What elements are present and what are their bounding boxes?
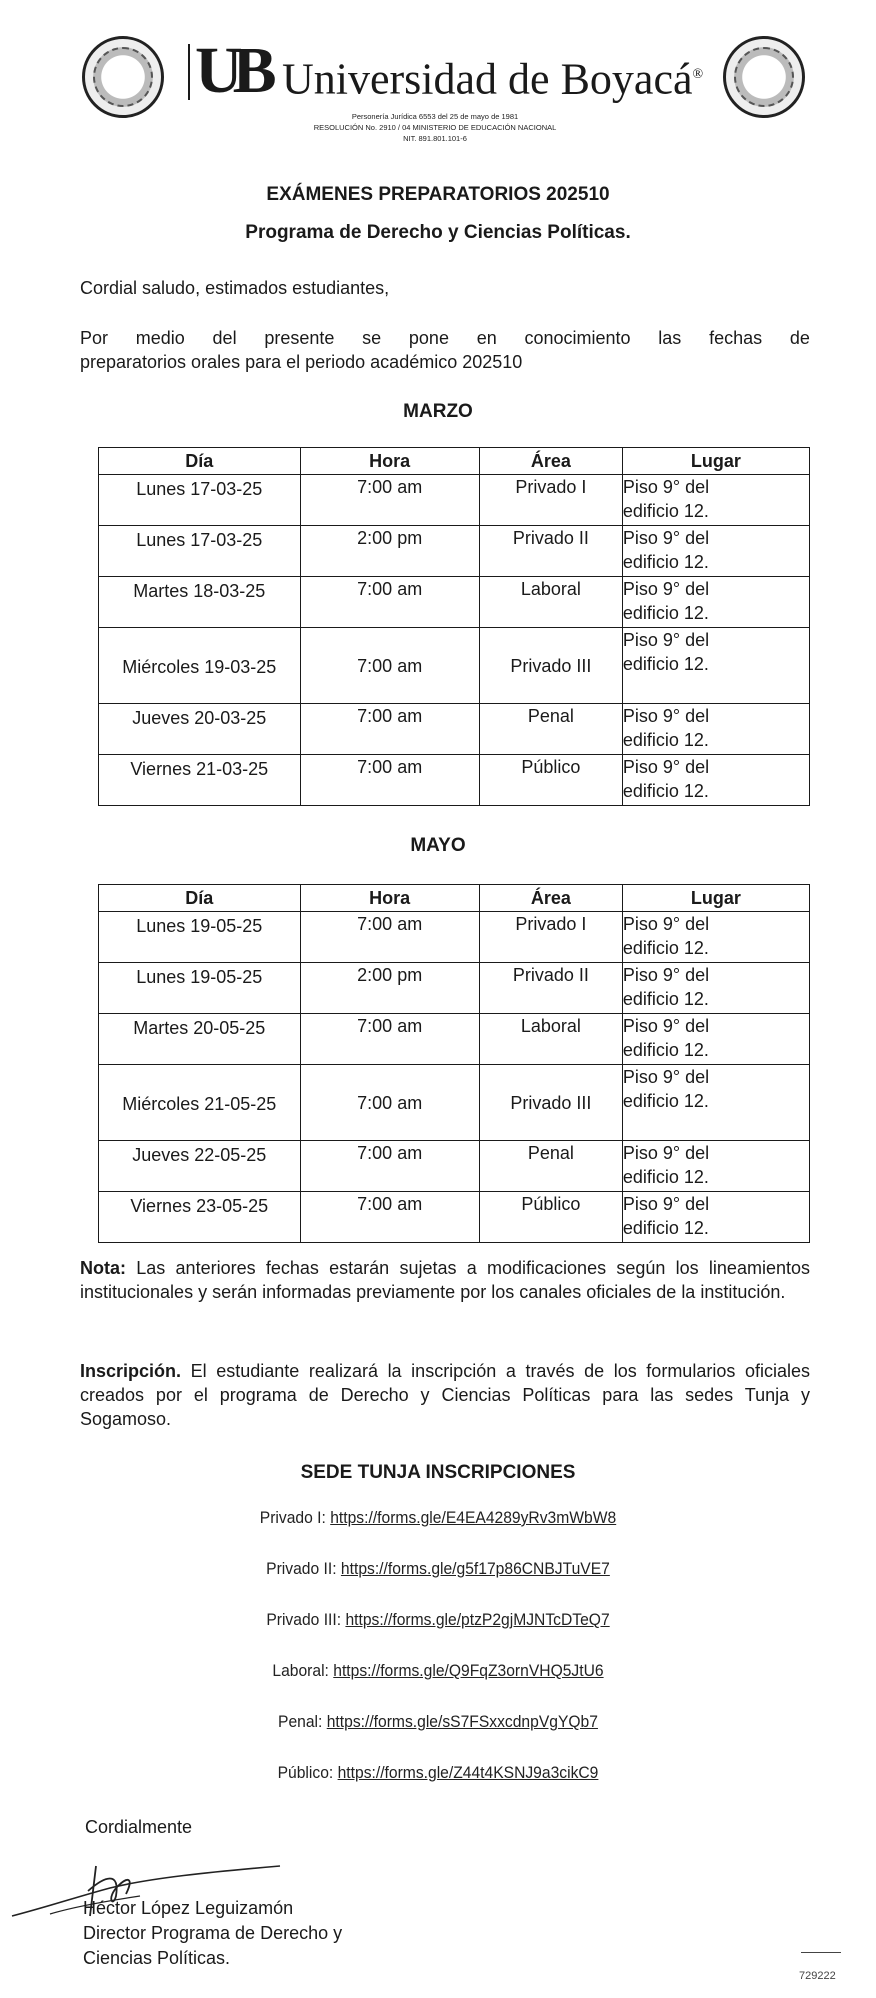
- intro-word: del: [212, 328, 237, 348]
- registration-link-row: [35, 1559, 841, 1610]
- cell-hora-text: 7:00 am: [357, 477, 423, 497]
- cell-dia: [99, 1014, 301, 1065]
- signer-block: [83, 1896, 342, 1971]
- registration-link-label: Penal:: [278, 1712, 323, 1731]
- legal-line-2: RESOLUCIÓN No. 2910 / 04 MINISTERIO DE EDUCACIÓN NACIONAL: [313, 123, 557, 132]
- cell-dia-text: Martes 18-03-25: [133, 581, 266, 601]
- cell-hora-text: 7:00 am: [357, 1194, 423, 1214]
- month-heading-mayo: MAYO: [410, 835, 466, 856]
- month-heading-marzo: MARZO: [403, 401, 473, 422]
- cell-area-text: Privado III: [510, 1092, 592, 1113]
- schedule-table-mayo: [98, 884, 810, 1243]
- cell-area-text: Penal: [527, 706, 574, 726]
- cell-dia-text: Viernes 23-05-25: [130, 1196, 269, 1216]
- cell-dia-text: Miércoles 21-05-25: [122, 1093, 277, 1114]
- registration-link-url[interactable]: https://forms.gle/E4EA4289yRv3mWbW8: [330, 1508, 617, 1527]
- cell-hora: [300, 577, 479, 628]
- registration-link-label: Privado III:: [266, 1610, 342, 1629]
- footer-line: [801, 1952, 841, 1953]
- registration-link-row: [35, 1763, 841, 1814]
- column-header-lugar: Lugar: [622, 448, 809, 475]
- cell-area: [479, 1014, 622, 1065]
- cell-dia: [99, 963, 301, 1014]
- registration-link-url[interactable]: https://forms.gle/Q9FqZ3ornVHQ5JtU6: [333, 1661, 604, 1680]
- table-row: [99, 963, 810, 1014]
- registration-link-url[interactable]: https://forms.gle/ptzP2gjMJNTcDTeQ7: [345, 1610, 610, 1629]
- cell-lugar-text: Piso 9° del edificio 12.: [622, 757, 710, 801]
- cell-lugar: [622, 1192, 809, 1243]
- cell-hora-text: 7:00 am: [357, 655, 423, 676]
- schedule-table-marzo: [98, 447, 810, 806]
- cell-hora-text: 7:00 am: [357, 706, 423, 726]
- intro-word: Por: [80, 328, 109, 348]
- nota-text: Las anteriores fechas estarán sujetas a modificaciones según los lineamientos institucionales y serán informadas previamente por los canales oficiales de la institución.: [80, 1258, 810, 1302]
- cell-hora-text: 7:00 am: [357, 579, 423, 599]
- cell-area: [479, 963, 622, 1014]
- registration-links: [0, 1508, 876, 1814]
- cell-dia-text: Jueves 22-05-25: [132, 1145, 267, 1165]
- intro-paragraph: [80, 326, 810, 374]
- university-name: Universidad de Boyacá®: [282, 54, 704, 104]
- column-header-lugar: Lugar: [622, 885, 809, 912]
- cell-area-text: Privado II: [512, 965, 589, 985]
- cell-hora: [300, 1141, 479, 1192]
- cell-hora: [300, 1065, 479, 1141]
- cell-dia: [99, 475, 301, 526]
- cell-dia-text: Jueves 20-03-25: [132, 708, 267, 728]
- cell-lugar: [622, 912, 809, 963]
- cell-lugar-text: Piso 9° del edificio 12.: [622, 477, 710, 521]
- table-row: [99, 912, 810, 963]
- document-title: EXÁMENES PREPARATORIOS 202510: [266, 184, 610, 205]
- logo-divider: [188, 44, 190, 100]
- cell-area-text: Laboral: [520, 1016, 581, 1036]
- cell-lugar: [622, 704, 809, 755]
- inscripcion-paragraph: [80, 1359, 810, 1431]
- university-legal-info: [285, 111, 585, 144]
- cell-lugar: [622, 755, 809, 806]
- cell-hora: [300, 704, 479, 755]
- cell-area-text: Penal: [527, 1143, 574, 1163]
- intro-line-1: [80, 326, 810, 350]
- table-row: [99, 1014, 810, 1065]
- cell-hora-text: 7:00 am: [357, 1143, 423, 1163]
- table-row: [99, 1141, 810, 1192]
- cell-lugar-text: Piso 9° del edificio 12.: [622, 1143, 710, 1187]
- intro-word: presente: [264, 328, 335, 348]
- registration-link-row: [35, 1661, 841, 1712]
- intro-word: medio: [135, 328, 185, 348]
- accreditation-seal-icon: [82, 36, 164, 118]
- cell-dia: [99, 1141, 301, 1192]
- cell-area-text: Privado II: [512, 528, 589, 548]
- cell-lugar: [622, 1141, 809, 1192]
- cell-dia: [99, 577, 301, 628]
- international-accreditation-seal-icon: [723, 36, 805, 118]
- cell-area-text: Público: [521, 1194, 581, 1214]
- cell-hora-text: 7:00 am: [357, 914, 423, 934]
- table-row: [99, 628, 810, 704]
- legal-line-1: Personería Jurídica 6553 del 25 de mayo de 1981: [351, 112, 519, 121]
- cell-hora: [300, 526, 479, 577]
- table-header-row: [99, 885, 810, 912]
- cell-dia: [99, 755, 301, 806]
- legal-line-3: NIT. 891.801.101-6: [403, 134, 467, 143]
- cell-lugar-text: Piso 9° del edificio 12.: [622, 1194, 710, 1238]
- table-row: [99, 577, 810, 628]
- cell-dia: [99, 912, 301, 963]
- nota-label: Nota:: [80, 1258, 126, 1278]
- cell-hora-text: 7:00 am: [357, 1016, 423, 1036]
- intro-word: pone: [408, 328, 449, 348]
- intro-word: fechas: [709, 328, 763, 348]
- table-row: [99, 475, 810, 526]
- registration-link-url[interactable]: https://forms.gle/sS7FSxxcdnpVgYQb7: [326, 1712, 598, 1731]
- cell-dia: [99, 526, 301, 577]
- registration-link-label: Privado II:: [266, 1559, 337, 1578]
- cell-hora: [300, 755, 479, 806]
- university-logo: UB: [195, 34, 267, 107]
- cell-lugar: [622, 963, 809, 1014]
- registration-link-row: [35, 1712, 841, 1763]
- table-row: [99, 1065, 810, 1141]
- cell-lugar: [622, 1014, 809, 1065]
- cell-area: [479, 475, 622, 526]
- registration-link-label: Laboral:: [272, 1661, 329, 1680]
- column-header-area: Área: [479, 885, 622, 912]
- cell-hora-text: 7:00 am: [357, 1092, 423, 1113]
- column-header-dia: Día: [99, 885, 301, 912]
- cell-lugar-text: Piso 9° del edificio 12.: [622, 914, 710, 958]
- table-row: [99, 1192, 810, 1243]
- cell-dia-text: Lunes 17-03-25: [136, 479, 263, 499]
- cell-area: [479, 526, 622, 577]
- cell-lugar: [622, 526, 809, 577]
- cell-hora: [300, 1014, 479, 1065]
- cell-area-text: Público: [521, 757, 581, 777]
- signer-name: Héctor López Leguizamón: [83, 1898, 294, 1918]
- intro-word: de: [789, 328, 810, 348]
- greeting: Cordial saludo, estimados estudiantes,: [80, 278, 390, 298]
- cell-area: [479, 755, 622, 806]
- cell-hora: [300, 1192, 479, 1243]
- cell-dia-text: Lunes 19-05-25: [136, 916, 263, 936]
- cell-hora-text: 2:00 pm: [357, 965, 423, 985]
- intro-word: en: [476, 328, 497, 348]
- column-header-hora: Hora: [300, 448, 479, 475]
- inscripcion-label: Inscripción.: [80, 1361, 182, 1381]
- cell-dia: [99, 704, 301, 755]
- intro-line-2: preparatorios orales para el periodo académico 202510: [80, 352, 523, 372]
- cell-area: [479, 577, 622, 628]
- cell-lugar-text: Piso 9° del edificio 12.: [622, 528, 710, 572]
- cell-area-text: Privado III: [510, 655, 592, 676]
- cell-dia-text: Miércoles 19-03-25: [122, 656, 277, 677]
- cell-lugar: [622, 475, 809, 526]
- cell-lugar: [622, 628, 809, 704]
- cell-area-text: Laboral: [520, 579, 581, 599]
- registration-link-row: [35, 1508, 841, 1559]
- table-header-row: [99, 448, 810, 475]
- column-header-hora: Hora: [300, 885, 479, 912]
- cell-area-text: Privado I: [515, 914, 587, 934]
- cell-area-text: Privado I: [515, 477, 587, 497]
- intro-word: las: [658, 328, 682, 348]
- cell-dia: [99, 1192, 301, 1243]
- inscripcion-text: El estudiante realizará la inscripción a través de los formularios oficiales creados por el programa de Derecho y Ciencias Políticas para las sedes Tunja y Sogamoso.: [80, 1361, 810, 1429]
- cell-area: [479, 704, 622, 755]
- cell-area: [479, 1192, 622, 1243]
- cell-hora: [300, 963, 479, 1014]
- cell-area: [479, 1141, 622, 1192]
- sede-tunja-heading: SEDE TUNJA INSCRIPCIONES: [300, 1462, 576, 1483]
- table-row: [99, 755, 810, 806]
- cell-lugar-text: Piso 9° del edificio 12.: [622, 579, 710, 623]
- cell-area: [479, 628, 622, 704]
- cell-area: [479, 1065, 622, 1141]
- registration-link-url[interactable]: https://forms.gle/g5f17p86CNBJTuVE7: [340, 1559, 610, 1578]
- cell-hora: [300, 475, 479, 526]
- cell-lugar-text: Piso 9° del edificio 12.: [622, 1067, 710, 1111]
- signer-role-2: Ciencias Políticas.: [83, 1948, 231, 1968]
- cell-dia-text: Viernes 21-03-25: [130, 759, 269, 779]
- registration-link-label: Público:: [277, 1763, 334, 1782]
- registration-link-row: [35, 1610, 841, 1661]
- document-subtitle: Programa de Derecho y Ciencias Políticas.: [245, 222, 631, 243]
- cell-dia-text: Lunes 17-03-25: [136, 530, 263, 550]
- cell-lugar: [622, 1065, 809, 1141]
- nota-paragraph: [80, 1256, 810, 1304]
- cell-dia-text: Martes 20-05-25: [133, 1018, 266, 1038]
- cell-hora-text: 7:00 am: [357, 757, 423, 777]
- cell-dia: [99, 628, 301, 704]
- cell-lugar-text: Piso 9° del edificio 12.: [622, 965, 710, 1009]
- registration-link-url[interactable]: https://forms.gle/Z44t4KSNJ9a3cikC9: [337, 1763, 599, 1782]
- table-row: [99, 704, 810, 755]
- column-header-dia: Día: [99, 448, 301, 475]
- cell-lugar-text: Piso 9° del edificio 12.: [622, 706, 710, 750]
- cell-hora: [300, 912, 479, 963]
- cell-area: [479, 912, 622, 963]
- cell-dia-text: Lunes 19-05-25: [136, 967, 263, 987]
- cell-hora-text: 2:00 pm: [357, 528, 423, 548]
- cell-lugar-text: Piso 9° del edificio 12.: [622, 630, 710, 674]
- registration-link-label: Privado I:: [259, 1508, 326, 1527]
- column-header-area: Área: [479, 448, 622, 475]
- intro-word: se: [362, 328, 382, 348]
- cell-lugar-text: Piso 9° del edificio 12.: [622, 1016, 710, 1060]
- table-row: [99, 526, 810, 577]
- closing: Cordialmente: [85, 1817, 193, 1837]
- cell-hora: [300, 628, 479, 704]
- signer-role-1: Director Programa de Derecho y: [83, 1923, 343, 1943]
- cell-dia: [99, 1065, 301, 1141]
- cell-lugar: [622, 577, 809, 628]
- footer-code: 729222: [799, 1970, 836, 1982]
- intro-word: conocimiento: [524, 328, 631, 348]
